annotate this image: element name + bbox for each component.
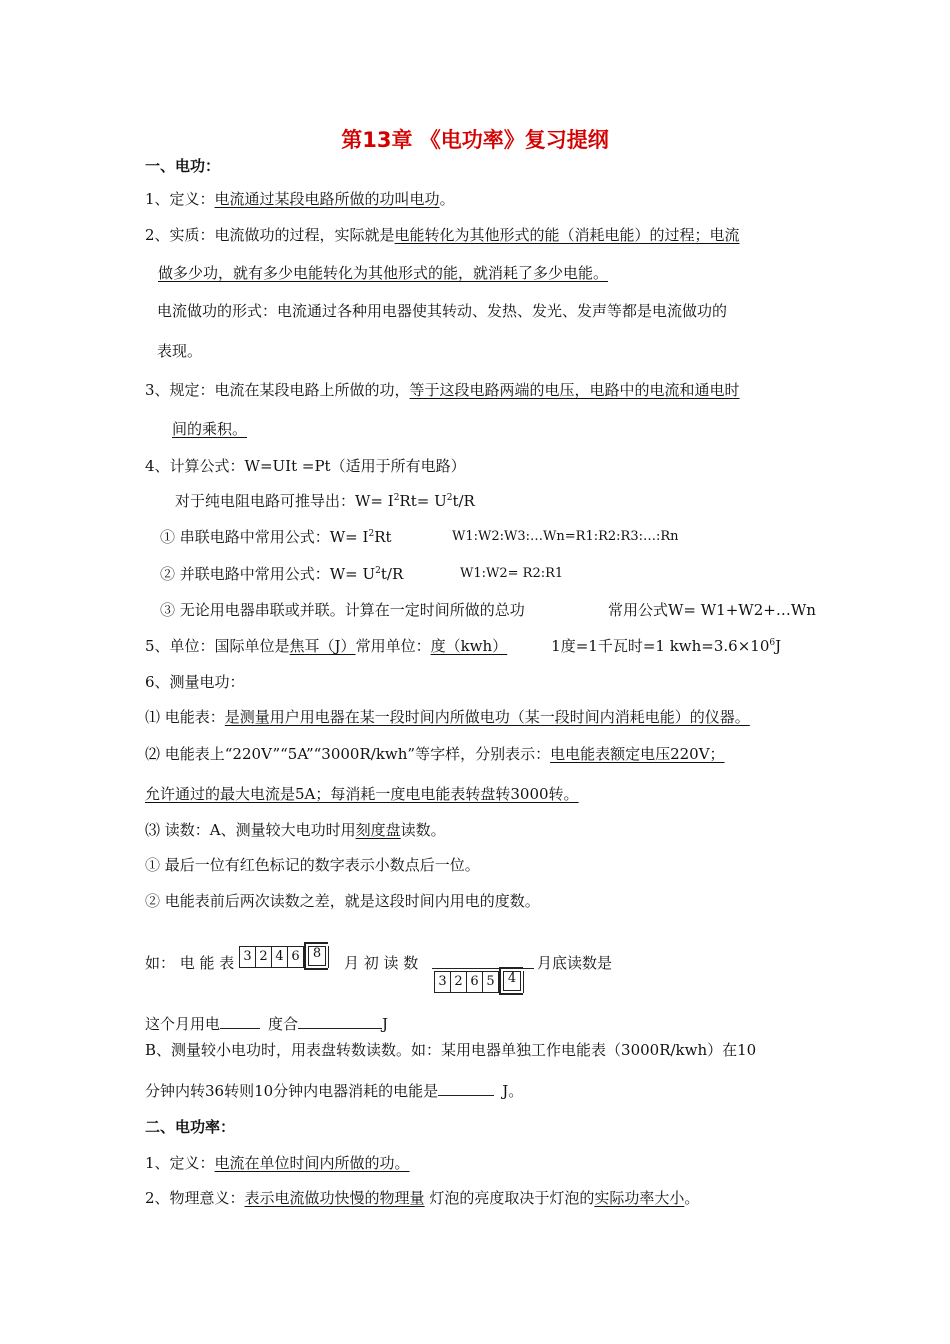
underlined-text: 是测量用户用电器在某一段时间内所做电功（某一段时间内消耗电能）的仪器。 [224, 708, 750, 726]
meter-digit: 2 [451, 972, 467, 992]
text: 这个月用电 [145, 1015, 221, 1033]
underlined-text: 电流通过某段电路所做的功叫电功 [214, 190, 440, 208]
underlined-text: 刻度盘 [355, 821, 401, 839]
answer-blank[interactable] [220, 1013, 260, 1029]
meter-digit: 4 [272, 947, 288, 967]
text: Rt= U [399, 492, 447, 510]
answer-blank[interactable] [298, 1013, 382, 1029]
text: ⑵ 电能表上“220V”“5A”“3000R/kwh”等字样，分别表示： [145, 745, 551, 763]
definition-line [145, 189, 455, 209]
underlined-text: 电能转化为其他形式的能（消耗电能）的过程；电流 [394, 226, 740, 244]
rule-line-1 [145, 380, 740, 400]
parallel-formula: ② 并联电路中常用公式：$W= U^2t/R$ [160, 565, 404, 583]
text: J。 [502, 1082, 524, 1100]
text: ② 并联电路中常用公式：W= U [160, 565, 376, 583]
reading-line [145, 820, 446, 840]
text: J [775, 637, 782, 655]
small-work-line-2 [145, 1080, 523, 1101]
underlined-text: 表示电流做功快慢的物理量 [244, 1189, 425, 1207]
meter-digit: 2 [256, 947, 272, 967]
text: 常用单位： [355, 637, 431, 655]
underlined-text: 间的乘积。 [172, 420, 248, 438]
meter-decimal-digit: 4 [499, 967, 523, 995]
series-formula: ① 串联电路中常用公式：$W= I^2Rt$ [160, 528, 392, 546]
answer-blank[interactable] [438, 1080, 494, 1096]
underlined-text: 度（kwh） [430, 637, 508, 655]
meter-digit: 6 [288, 947, 304, 967]
text: 读数。 [400, 821, 446, 839]
total-work-formula: 常用公式W= W1+W2+…Wn [608, 601, 816, 619]
underlined-text: 等于这段电路两端的电压，电路中的电流和通电时 [409, 381, 740, 399]
meter-reading-start [239, 946, 329, 968]
text: Rt [374, 528, 392, 546]
text: 5、单位：国际单位是 [145, 637, 290, 655]
label: 1、定义： [145, 190, 215, 208]
underlined-text: 电流在单位时间内所做的功。 [214, 1154, 410, 1172]
form-line-1: 电流做功的形式：电流通过各种用电器使其转动、发热、发光、发声等都是电流做功的 [157, 302, 728, 320]
reading-note-2: ② 电能表前后两次读数之差，就是这段时间内用电的度数。 [145, 892, 540, 910]
reading-note-1: ① 最后一位有红色标记的数字表示小数点后一位。 [145, 856, 480, 874]
exponent: 6 [769, 638, 776, 648]
rule-line-2 [172, 419, 247, 439]
essence-line-2 [158, 263, 608, 283]
underlined-text: 电电能表额定电压220V； [550, 745, 725, 763]
small-work-line-1: B、测量较小电功时，用表盘转数读数。如：某用电器单独工作电能表（3000R/kwh）在10 [145, 1041, 757, 1059]
text: t/R [380, 565, 404, 583]
example-label-2: 月 初 读 数 [344, 954, 419, 972]
text: 灯泡的亮度取决于灯泡的 [424, 1189, 595, 1207]
text: J [382, 1015, 389, 1033]
meter-digit: 5 [483, 972, 499, 992]
meter-digit: 3 [435, 972, 451, 992]
meter-digit: 6 [467, 972, 483, 992]
text: t/R [452, 492, 475, 510]
formula-line: 4、计算公式：W=UIt =Pt（适用于所有电路） [145, 457, 466, 475]
text: ⑶ 读数：A、测量较大电功时用 [145, 821, 356, 839]
power-meaning [145, 1188, 699, 1208]
series-ratio: W1:W2:W3:…Wn=R1:R2:R3:…:Rn [452, 529, 679, 544]
underlined-text: 实际功率大小 [594, 1189, 685, 1207]
text: 。 [684, 1189, 700, 1207]
meter-label-line-1 [145, 744, 725, 764]
pure-resistance-formula: 对于纯电阻电路可推导出：$W= I^2Rt= U^2t/R$ [175, 492, 475, 510]
meter-definition [145, 707, 750, 727]
form-line-2: 表现。 [157, 342, 203, 360]
parallel-ratio: W1:W2= R2:R1 [460, 566, 564, 581]
underlined-text: 焦耳（J） [289, 637, 356, 655]
underlined-text: 允许通过的最大电流是5A；每消耗一度电电能表转盘转3000转。 [145, 785, 579, 803]
power-definition [145, 1153, 410, 1173]
measure-heading: 6、测量电功： [145, 673, 245, 691]
text: ⑴ 电能表： [145, 708, 225, 726]
text: 2、物理意义： [145, 1189, 245, 1207]
text: 分钟内转36转则10分钟内电器消耗的电能是 [145, 1082, 439, 1100]
total-work-line: ③ 无论用电器串联或并联。计算在一定时间所做的总功 [160, 601, 525, 619]
meter-decimal-digit: 8 [304, 942, 328, 970]
meter-label-line-2 [145, 784, 579, 804]
section-heading-electric-work: 一、电功： [145, 157, 221, 175]
text: 2、实质：电流做功的过程，实际就是 [145, 226, 395, 244]
text: 1度=1千瓦时=1 kwh=3.6×10 [551, 637, 770, 655]
text: 。 [439, 190, 455, 208]
underlined-text: 做多少功，就有多少电能转化为其他形式的能，就消耗了多少电能。 [158, 264, 609, 282]
essence-line-1 [145, 225, 740, 245]
text: 度合 [268, 1015, 299, 1033]
text: 3、规定：电流在某段电路上所做的功， [145, 381, 410, 399]
meter-top-line [432, 968, 534, 969]
meter-reading-end [434, 971, 524, 993]
example-question [145, 1013, 388, 1034]
text: 1、定义： [145, 1154, 215, 1172]
text: ① 串联电路中常用公式：W= I [160, 528, 369, 546]
meter-digit: 3 [240, 947, 256, 967]
section-heading-electric-power: 二、电功率： [145, 1118, 236, 1136]
example-label-1: 如： 电 能 表 [145, 954, 235, 972]
page-title: 第13章 《电功率》复习提纲 [341, 128, 609, 152]
text: 对于纯电阻电路可推导出：W= I [175, 492, 394, 510]
unit-line [145, 636, 781, 656]
example-label-3: 月底读数是 [537, 954, 613, 972]
